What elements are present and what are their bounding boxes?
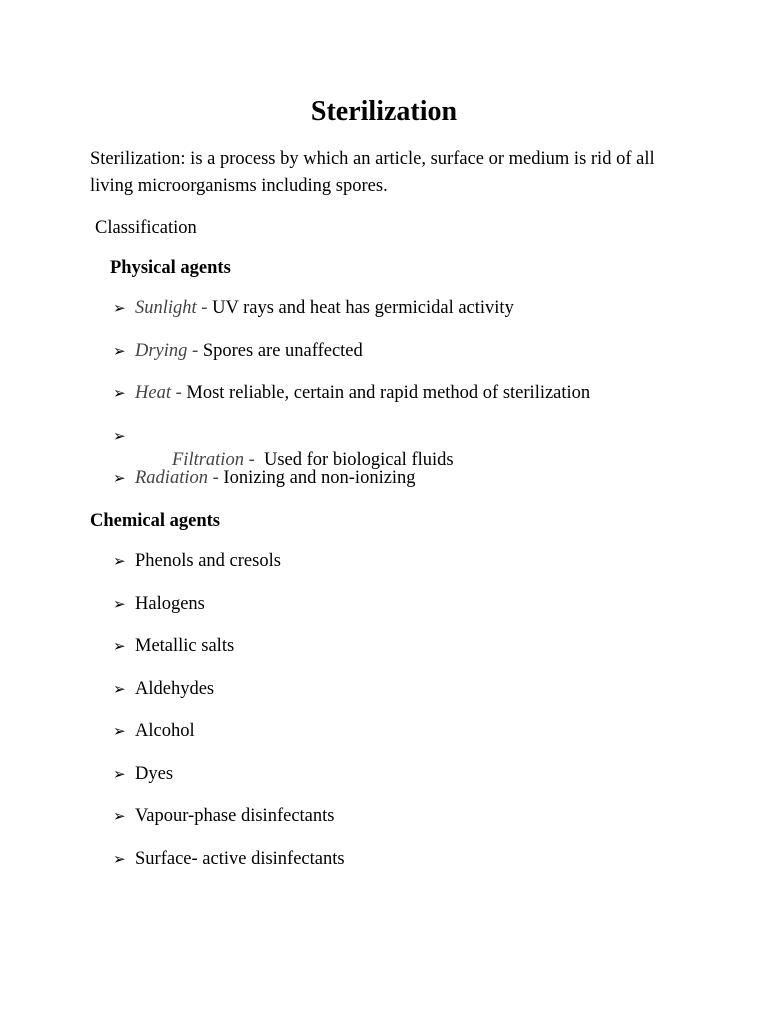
arrow-bullet-icon: ➢	[113, 426, 126, 445]
item-text: Dyes	[135, 763, 174, 784]
arrow-bullet-icon: ➢	[113, 552, 126, 570]
item-text: Most reliable, certain and rapid method of sterilization	[186, 383, 591, 403]
arrow-bullet-icon: ➢	[113, 384, 126, 402]
item-text: Phenols and cresols	[135, 551, 281, 571]
arrow-bullet-icon: ➢	[113, 722, 126, 740]
list-item	[113, 339, 590, 382]
item-text: Alcohol	[135, 721, 195, 741]
arrow-bullet-icon: ➢	[113, 807, 126, 825]
item-separator: -	[243, 449, 264, 470]
list-item	[113, 762, 345, 805]
arrow-bullet-icon: ➢	[113, 594, 126, 613]
item-term: Drying	[135, 340, 188, 361]
list-item	[113, 424, 590, 470]
list-item	[113, 634, 345, 677]
list-item	[113, 466, 590, 509]
arrow-bullet-icon: ➢	[113, 764, 126, 783]
intro-paragraph: Sterilization: is a process by which an article, surface or medium is rid of all living microorganisms including spores.	[90, 149, 655, 196]
item-separator: -	[196, 298, 213, 318]
arrow-bullet-icon: ➢	[113, 849, 126, 868]
physical-agents-heading: Physical agents	[110, 258, 231, 278]
item-term: Filtration	[172, 449, 244, 470]
arrow-bullet-icon: ➢	[113, 679, 126, 698]
list-item	[113, 381, 590, 424]
item-text: Surface- active disinfectants	[135, 848, 345, 869]
item-term: Sunlight	[135, 298, 197, 318]
classification-label: Classification	[95, 218, 197, 238]
chemical-agents-list	[113, 549, 345, 889]
list-item	[113, 592, 345, 635]
list-item	[113, 804, 345, 847]
item-term: Heat	[135, 383, 171, 403]
item-text: Aldehydes	[135, 678, 215, 699]
item-separator: -	[187, 340, 203, 361]
list-item	[113, 549, 345, 592]
arrow-bullet-icon: ➢	[113, 299, 126, 317]
chemical-agents-heading: Chemical agents	[90, 511, 220, 531]
arrow-bullet-icon: ➢	[113, 341, 126, 360]
list-item	[113, 719, 345, 762]
item-text: UV rays and heat has germicidal activity	[212, 298, 514, 318]
item-separator: -	[170, 383, 187, 403]
arrow-bullet-icon: ➢	[113, 637, 126, 655]
item-text: Used for biological fluids	[264, 449, 454, 470]
item-text: Vapour-phase disinfectants	[135, 806, 335, 826]
list-item	[113, 296, 590, 339]
item-term: Radiation	[135, 468, 208, 488]
list-item	[113, 847, 345, 890]
item-text: Metallic salts	[135, 636, 235, 656]
item-text: Spores are unaffected	[202, 340, 363, 361]
item-separator: -	[207, 468, 224, 488]
item-text: Halogens	[135, 593, 205, 614]
physical-agents-list	[113, 296, 590, 509]
item-text: Ionizing and non-ionizing	[223, 468, 416, 488]
list-item	[113, 677, 345, 720]
arrow-bullet-icon: ➢	[113, 469, 126, 487]
page-title: Sterilization	[310, 96, 458, 127]
